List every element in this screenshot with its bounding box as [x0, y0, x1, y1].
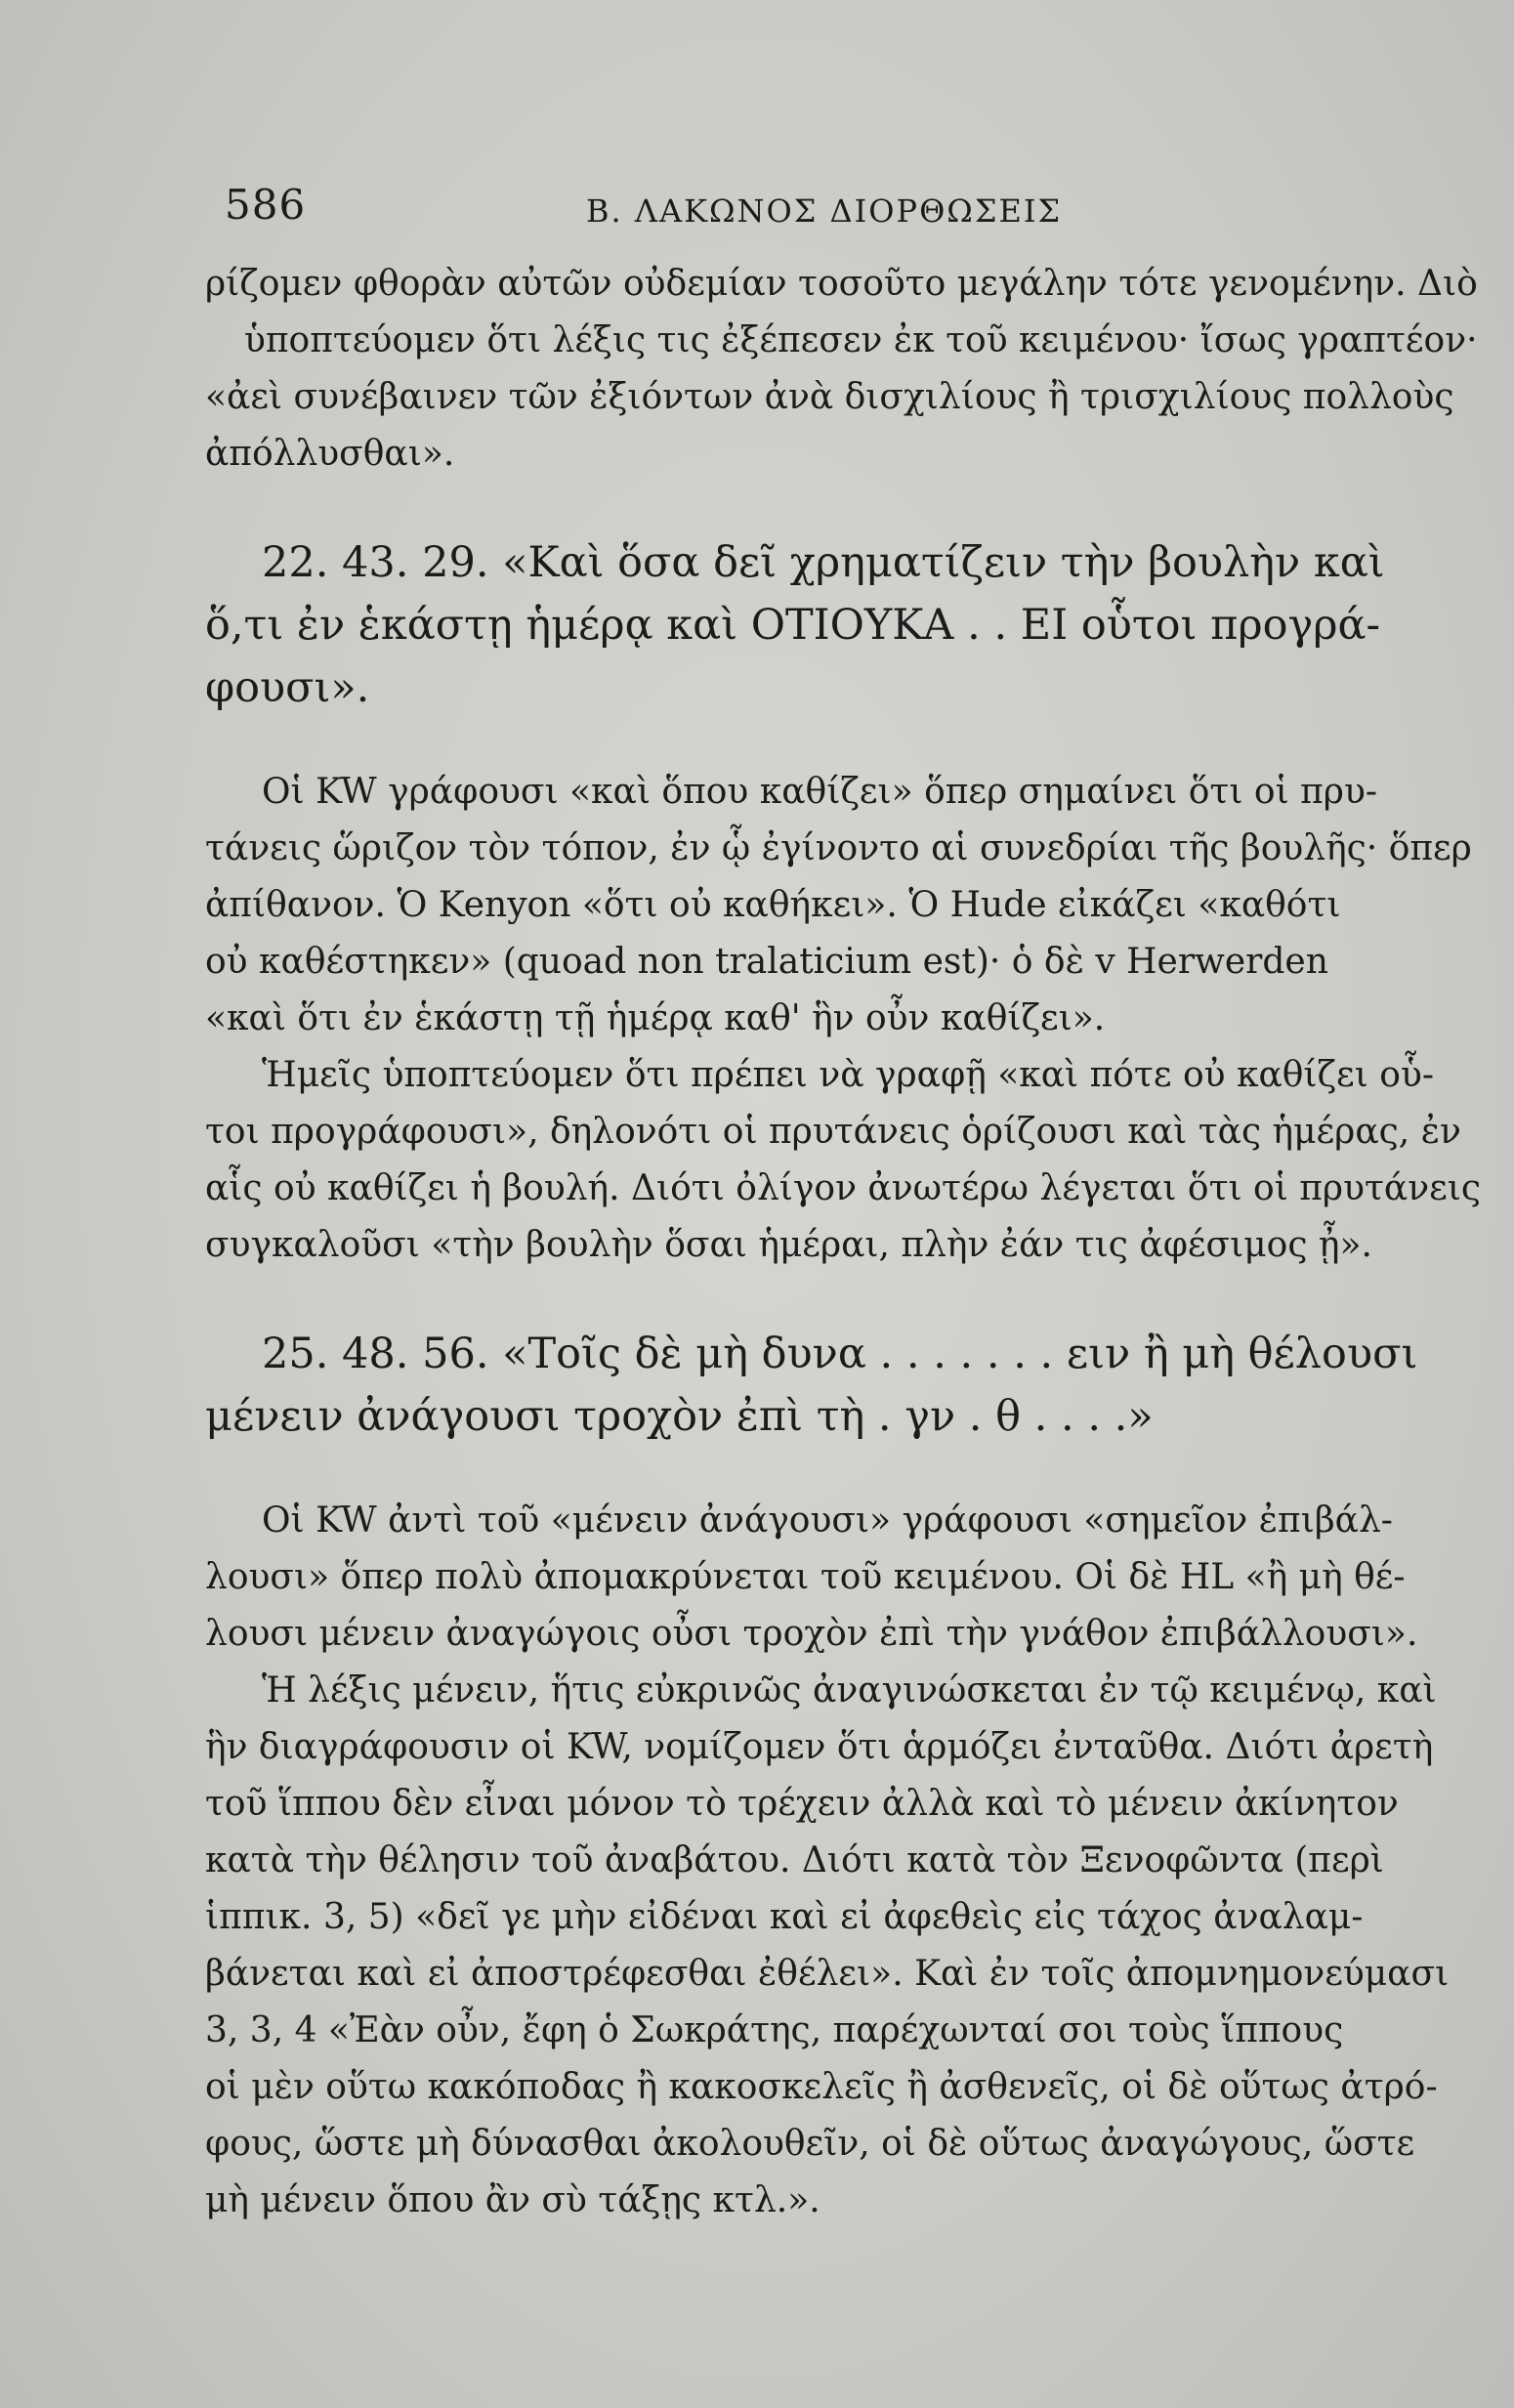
running-head: Β. ΛΑΚΩΝΟΣ ΔΙΟΡΘΩΣΕΙΣ	[586, 192, 1063, 230]
lemma-22-43-29	[205, 531, 1446, 719]
text-line: μὴ μένειν ὅπου ἂν σὺ τάξῃς κτλ.».	[205, 2180, 820, 2220]
page-header	[225, 181, 1319, 239]
text-line: κατὰ τὴν θέλησιν τοῦ ἀναβάτου. Διότι κατὰ τὸν Ξενοφῶντα (περὶ	[205, 1840, 1384, 1880]
text-line: ἀπίθανον. Ὁ Kenyon «ὅτι οὐ καθήκει». Ὁ Hude εἰκάζει «καθότι	[205, 885, 1341, 925]
lemma-25-48-56	[205, 1323, 1446, 1448]
text-line: ὑποπτεύομεν ὅτι λέξις τις ἐξέπεσεν ἐκ τοῦ κειμένου· ἴσως γραπτέον·	[244, 320, 1478, 360]
text-line: ρίζομεν φθορὰν αὐτῶν οὐδεμίαν τοσοῦτο μεγάλην τότε γενομένην. Διὸ	[205, 264, 1478, 304]
text-line: «καὶ ὅτι ἐν ἑκάστῃ τῇ ἡμέρᾳ καθ' ἣν οὖν καθίζει».	[205, 998, 1106, 1038]
text-line: λουσι μένειν ἀναγώγοις οὖσι τροχὸν ἐπὶ τὴν γνάθον ἐπιβάλλουσι».	[205, 1614, 1418, 1654]
lemma-line: φουσι».	[205, 663, 370, 712]
text-line: οὐ καθέστηκεν» (quoad non tralaticium est)· ὁ δὲ v Herwerden	[205, 942, 1328, 982]
text-line: λουσι» ὅπερ πολὺ ἀπομακρύνεται τοῦ κειμένου. Οἱ δὲ HL «ἢ μὴ θέ-	[205, 1557, 1406, 1597]
page-number: 586	[225, 181, 307, 229]
lemma-line: μένειν ἀνάγουσι τροχὸν ἐπὶ τὴ . γν . θ . . . .»	[205, 1392, 1154, 1441]
text-line: ἣν διαγράφουσιν οἱ KW, νομίζομεν ὅτι ἁρμόζει ἐνταῦθα. Διότι ἀρετὴ	[205, 1727, 1434, 1767]
lemma-line: 22. 43. 29. «Καὶ ὅσα δεῖ χρηματίζειν τὴν βουλὴν καὶ	[262, 538, 1385, 587]
text-line: Οἱ KW γράφουσι «καὶ ὅπου καθίζει» ὅπερ σημαίνει ὅτι οἱ πρυ-	[262, 772, 1377, 812]
text-line: Ἡμεῖς ὑποπτεύομεν ὅτι πρέπει νὰ γραφῇ «καὶ πότε οὐ καθίζει οὗ-	[262, 1055, 1434, 1095]
text-line: τάνεις ὥριζον τὸν τόπον, ἐν ᾧ ἐγίνοντο αἱ συνεδρίαι τῆς βουλῆς· ὅπερ	[205, 828, 1472, 868]
paragraph-continuation	[205, 256, 1478, 483]
commentary-paragraph	[205, 764, 1482, 1274]
body-text	[205, 256, 1482, 2229]
text-line: τοῦ ἵππου δὲν εἶναι μόνον τὸ τρέχειν ἀλλὰ καὶ τὸ μένειν ἀκίνητον	[205, 1784, 1399, 1824]
text-line: φους, ὥστε μὴ δύνασθαι ἀκολουθεῖν, οἱ δὲ οὕτως ἀναγώγους, ὥστε	[205, 2124, 1415, 2164]
text-line: 3, 3, 4 «Ἐὰν οὖν, ἔφη ὁ Σωκράτης, παρέχωνταί σοι τοὺς ἵππους	[205, 2010, 1344, 2050]
lemma-line: ὅ,τι ἐν ἑκάστῃ ἡμέρᾳ καὶ ΟΤΙΟΥΚΑ . . ΕΙ οὗτοι προγρά-	[205, 601, 1381, 650]
text-line: αἷς οὐ καθίζει ἡ βουλή. Διότι ὀλίγον ἀνωτέρω λέγεται ὅτι οἱ πρυτάνεις	[205, 1168, 1482, 1208]
text-line: Οἱ KW ἀντὶ τοῦ «μένειν ἀνάγουσι» γράφουσι «σημεῖον ἐπιβάλ-	[262, 1500, 1393, 1541]
lemma-line: 25. 48. 56. «Τοῖς δὲ μὴ δυνα . . . . . . . ειν ἢ μὴ θέλουσι	[262, 1330, 1418, 1378]
text-line: τοι προγράφουσι», δηλονότι οἱ πρυτάνεις ὁρίζουσι καὶ τὰς ἡμέρας, ἐν	[205, 1112, 1461, 1152]
text-line: ἀπόλλυσθαι».	[205, 434, 455, 474]
text-line: ἱππικ. 3, 5) «δεῖ γε μὴν εἰδέναι καὶ εἰ ἀφεθεὶς εἰς τάχος ἀναλαμ-	[205, 1897, 1364, 1937]
commentary-paragraph	[205, 1493, 1450, 2229]
text-line: οἱ μὲν οὕτω κακόποδας ἢ κακοσκελεῖς ἢ ἀσθενεῖς, οἱ δὲ οὕτως ἀτρό-	[205, 2067, 1438, 2107]
text-line: βάνεται καὶ εἰ ἀποστρέφεσθαι ἐθέλει». Καὶ ἐν τοῖς ἀπομνημονεύμασι	[205, 1954, 1450, 1994]
text-line: Ἡ λέξις μένειν, ἥτις εὐκρινῶς ἀναγινώσκεται ἐν τῷ κειμένῳ, καὶ	[262, 1670, 1437, 1711]
text-line: συγκαλοῦσι «τὴν βουλὴν ὅσαι ἡμέραι, πλὴν ἐάν τις ἀφέσιμος ᾖ».	[205, 1225, 1372, 1265]
text-line: «ἀεὶ συνέβαινεν τῶν ἐξιόντων ἀνὰ δισχιλίους ἢ τρισχιλίους πολλοὺς	[205, 377, 1454, 417]
